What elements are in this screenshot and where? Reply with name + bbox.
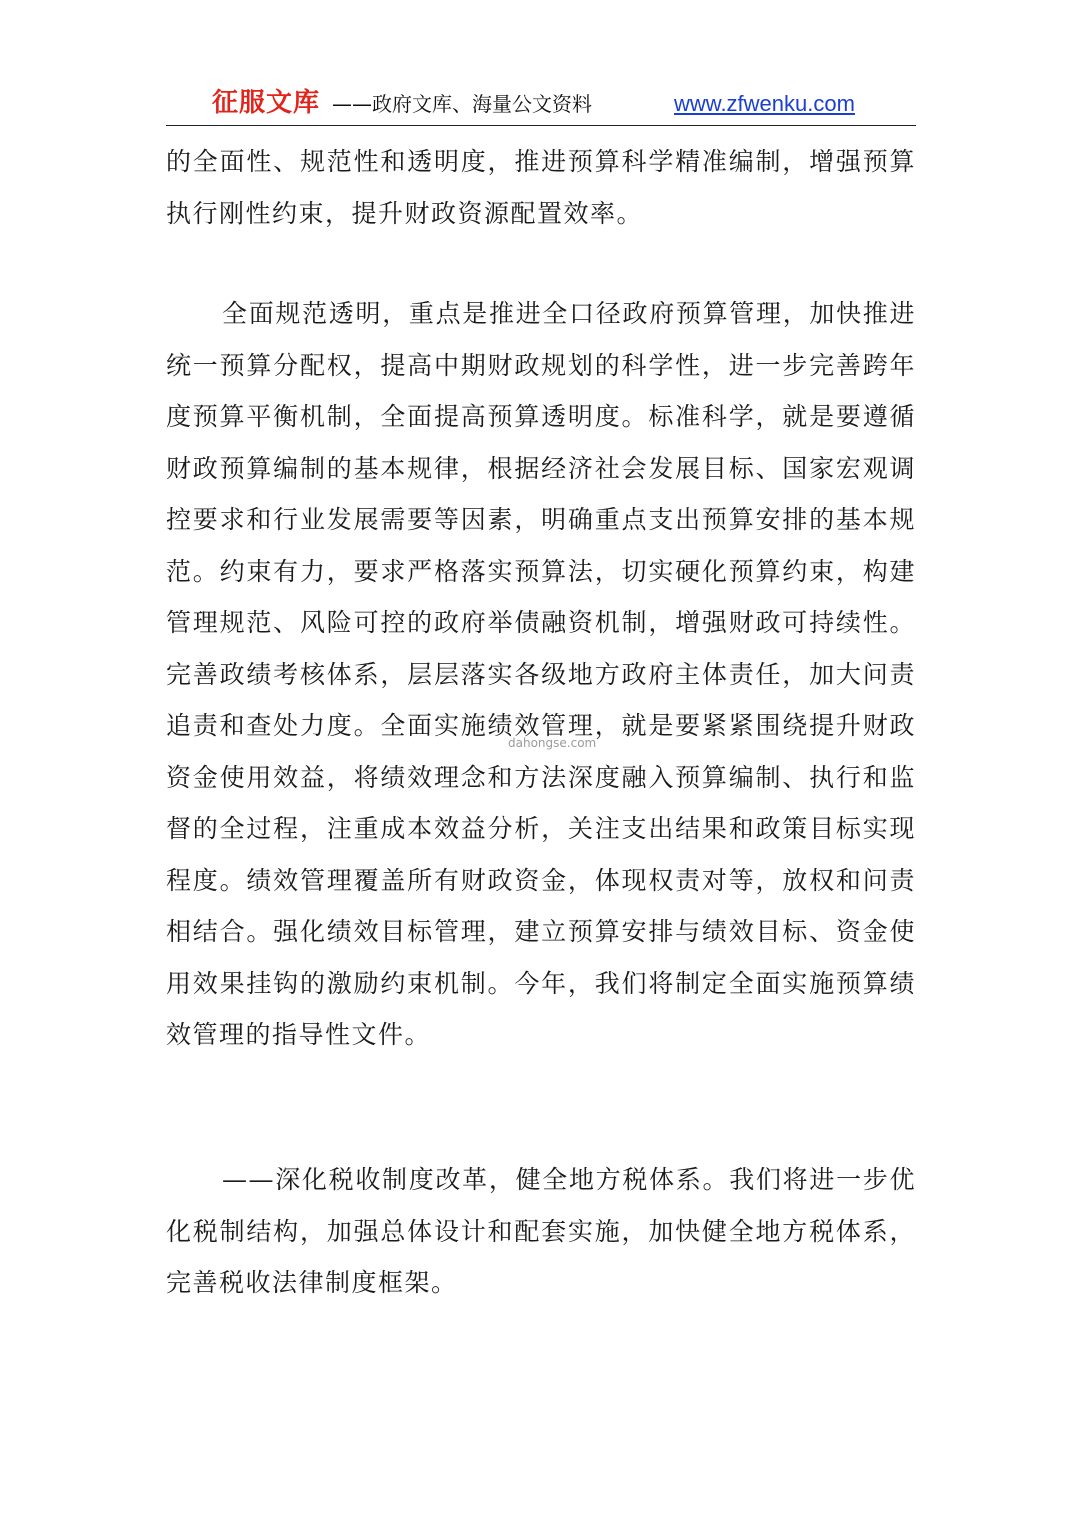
site-url-link[interactable]: www.zfwenku.com [674,91,855,116]
paragraph-budget-reform: 全面规范透明，重点是推进全口径政府预算管理，加快推进统一预算分配权，提高中期财政规划的科学性，进一步完善跨年度预算平衡机制，全面提高预算透明度。标准科学，就是要遵循财政预算编制的基本规律，根据经济社会发展目标、国家宏观调控要求和行业发展需要等因素，明确重点支出预算安排的基本规范。约束有力，要求严格落实预算法，切实硬化预算约束，构建管理规范、风险可控的政府举债融资机制，增强财政可持续性。完善政绩考核体系，层层落实各级地方政府主体责任，加大问责追责和查处力度。全面实施绩效管理，就是要紧紧围绕提升财政资金使用效益，将绩效理念和方法深度融入预算编制、执行和监督的全过程，注重成本效益分析，关注支出结果和政策目标实现程度。绩效管理覆盖所有财政资金，体现权责对等，放权和问责相结合。强化绩效目标管理，建立预算安排与绩效目标、资金使用效果挂钩的激励约束机制。今年，我们将制定全面实施预算绩效管理的指导性文件。 [166,299,916,1049]
header-divider [166,125,916,126]
header-tagline: ——政府文库、海量公文资料 [332,92,592,116]
paragraph-continuation: 的全面性、规范性和透明度，推进预算科学精准编制，增强预算执行刚性约束，提升财政资源配置效率。 [166,147,916,228]
brand-logo: 征服文库 [212,88,321,118]
page-header [166,86,916,126]
watermark: dahongse.com [508,736,597,750]
paragraph-tax-reform: ——深化税收制度改革，健全地方税体系。我们将进一步优化税制结构，加强总体设计和配套实施，加快健全地方税体系，完善税收法律制度框架。 [166,1165,916,1297]
